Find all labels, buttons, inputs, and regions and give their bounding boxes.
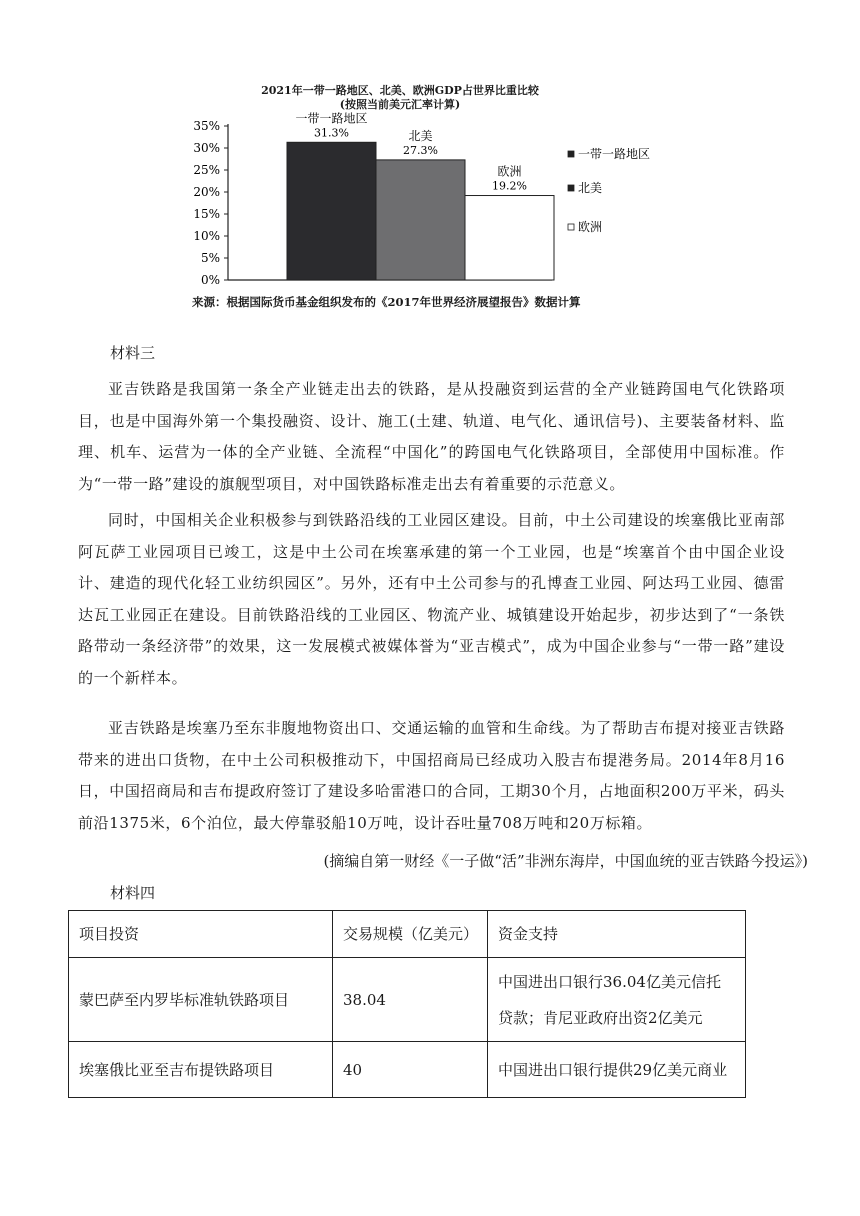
table-cell: 埃塞俄比亚至吉布提铁路项目 <box>69 1042 333 1098</box>
material3-paragraph-1: 亚吉铁路是我国第一条全产业链走出去的铁路，是从投融资到运营的全产业链跨国电气化铁路项目，也是中国海外第一个集投融资、设计、施工(土建、轨道、电气化、通讯信号)、主要装备材料、监理、机车、运营为一体的全产业链、全流程“中国化”的跨国电气化铁路项目，全部使用中国标准。作为“一带一路”建设的旗舰型项目，对中国铁路标准走出去有着重要的示范意义。 <box>78 380 785 493</box>
material3-label: 材料三 <box>110 344 156 362</box>
chart-title: 2021年一带一路地区、北美、欧洲GDP占世界比重比较 <box>261 84 539 97</box>
material3-paragraph-3: 亚吉铁路是埃塞乃至东非腹地物资出口、交通运输的血管和生命线。为了帮助吉布提对接亚吉铁路带来的进出口货物，在中土公司积极推动下，中国招商局已经成功入股吉布提港务局。2014年8月16日，中国招商局和吉布提政府签订了建设多哈雷港口的合同，工期30个月，占地面积200万平米，码头前沿1375米，6个泊位，最大停靠驳船10万吨，设计吞吐量708万吨和20万标箱。 <box>78 719 785 832</box>
bar-category-label: 一带一路地区 <box>295 111 368 126</box>
bar-value-label: 31.3% <box>314 126 349 140</box>
chart-subtitle: (按照当前美元汇率计算) <box>339 98 461 111</box>
y-tick-label: 20% <box>193 185 220 199</box>
legend-swatch <box>568 151 574 157</box>
bar-3 <box>465 196 554 280</box>
material3-paragraph-2: 同时，中国相关企业积极参与到铁路沿线的工业园区建设。目前，中土公司建设的埃塞俄比亚南部阿瓦萨工业园项目已竣工，这是中土公司在埃塞承建的第一个工业园，也是“埃塞首个由中国企业设计、建造的现代化轻工业纺织园区”。另外，还有中土公司参与的孔博查工业园、阿达玛工业园、德雷达瓦工业园正在建设。目前铁路沿线的工业园区、物流产业、城镇建设开始起步，初步达到了“一条铁路带动一条经济带”的效果，这一发展模式被媒体誉为“亚吉模式”，成为中国企业参与“一带一路”建设的一个新样本。 <box>78 511 785 687</box>
bar-value-label: 27.3% <box>403 143 438 157</box>
table-header-cell: 项目投资 <box>69 911 333 958</box>
y-tick-label: 25% <box>193 163 220 177</box>
bar-1 <box>287 142 376 280</box>
table-header-row <box>69 911 746 958</box>
y-tick-label: 0% <box>200 273 220 287</box>
material3-citation: (摘编自第一财经《一子做“活”非洲东海岸，中国血统的亚吉铁路今投运》) <box>323 852 808 870</box>
bar-category-label: 北美 <box>408 128 433 143</box>
y-tick-label: 30% <box>193 141 220 155</box>
chart-source: 来源：根据国际货币基金组织发布的《2017年世界经济展望报告》数据计算 <box>192 295 581 309</box>
bar-category-label: 欧洲 <box>497 164 522 179</box>
table-row <box>69 958 746 1042</box>
legend-label: 一带一路地区 <box>578 147 651 161</box>
table-cell: 中国进出口银行36.04亿美元信托贷款；肯尼亚政府出资2亿美元 <box>488 958 746 1042</box>
y-tick-label: 10% <box>193 229 220 243</box>
table-cell: 38.04 <box>333 958 488 1042</box>
legend-swatch <box>568 185 574 191</box>
gdp-share-chart <box>180 78 680 318</box>
table-header-cell: 资金支持 <box>488 911 746 958</box>
investment-table <box>68 910 746 1098</box>
y-tick-label: 35% <box>193 119 220 133</box>
legend-label: 北美 <box>578 181 603 195</box>
table-cell: 40 <box>333 1042 488 1098</box>
legend-swatch <box>568 224 574 230</box>
table-row <box>69 1042 746 1098</box>
table-cell: 蒙巴萨至内罗毕标准轨铁路项目 <box>69 958 333 1042</box>
bar-value-label: 19.2% <box>492 179 527 193</box>
chart-plot <box>180 78 680 293</box>
y-tick-label: 5% <box>200 251 220 265</box>
legend-label: 欧洲 <box>578 220 603 234</box>
y-tick-label: 15% <box>193 207 220 221</box>
table-cell: 中国进出口银行提供29亿美元商业 <box>488 1042 746 1098</box>
table-header-cell: 交易规模（亿美元） <box>333 911 488 958</box>
bar-2 <box>376 160 465 280</box>
material4-label: 材料四 <box>110 884 156 902</box>
